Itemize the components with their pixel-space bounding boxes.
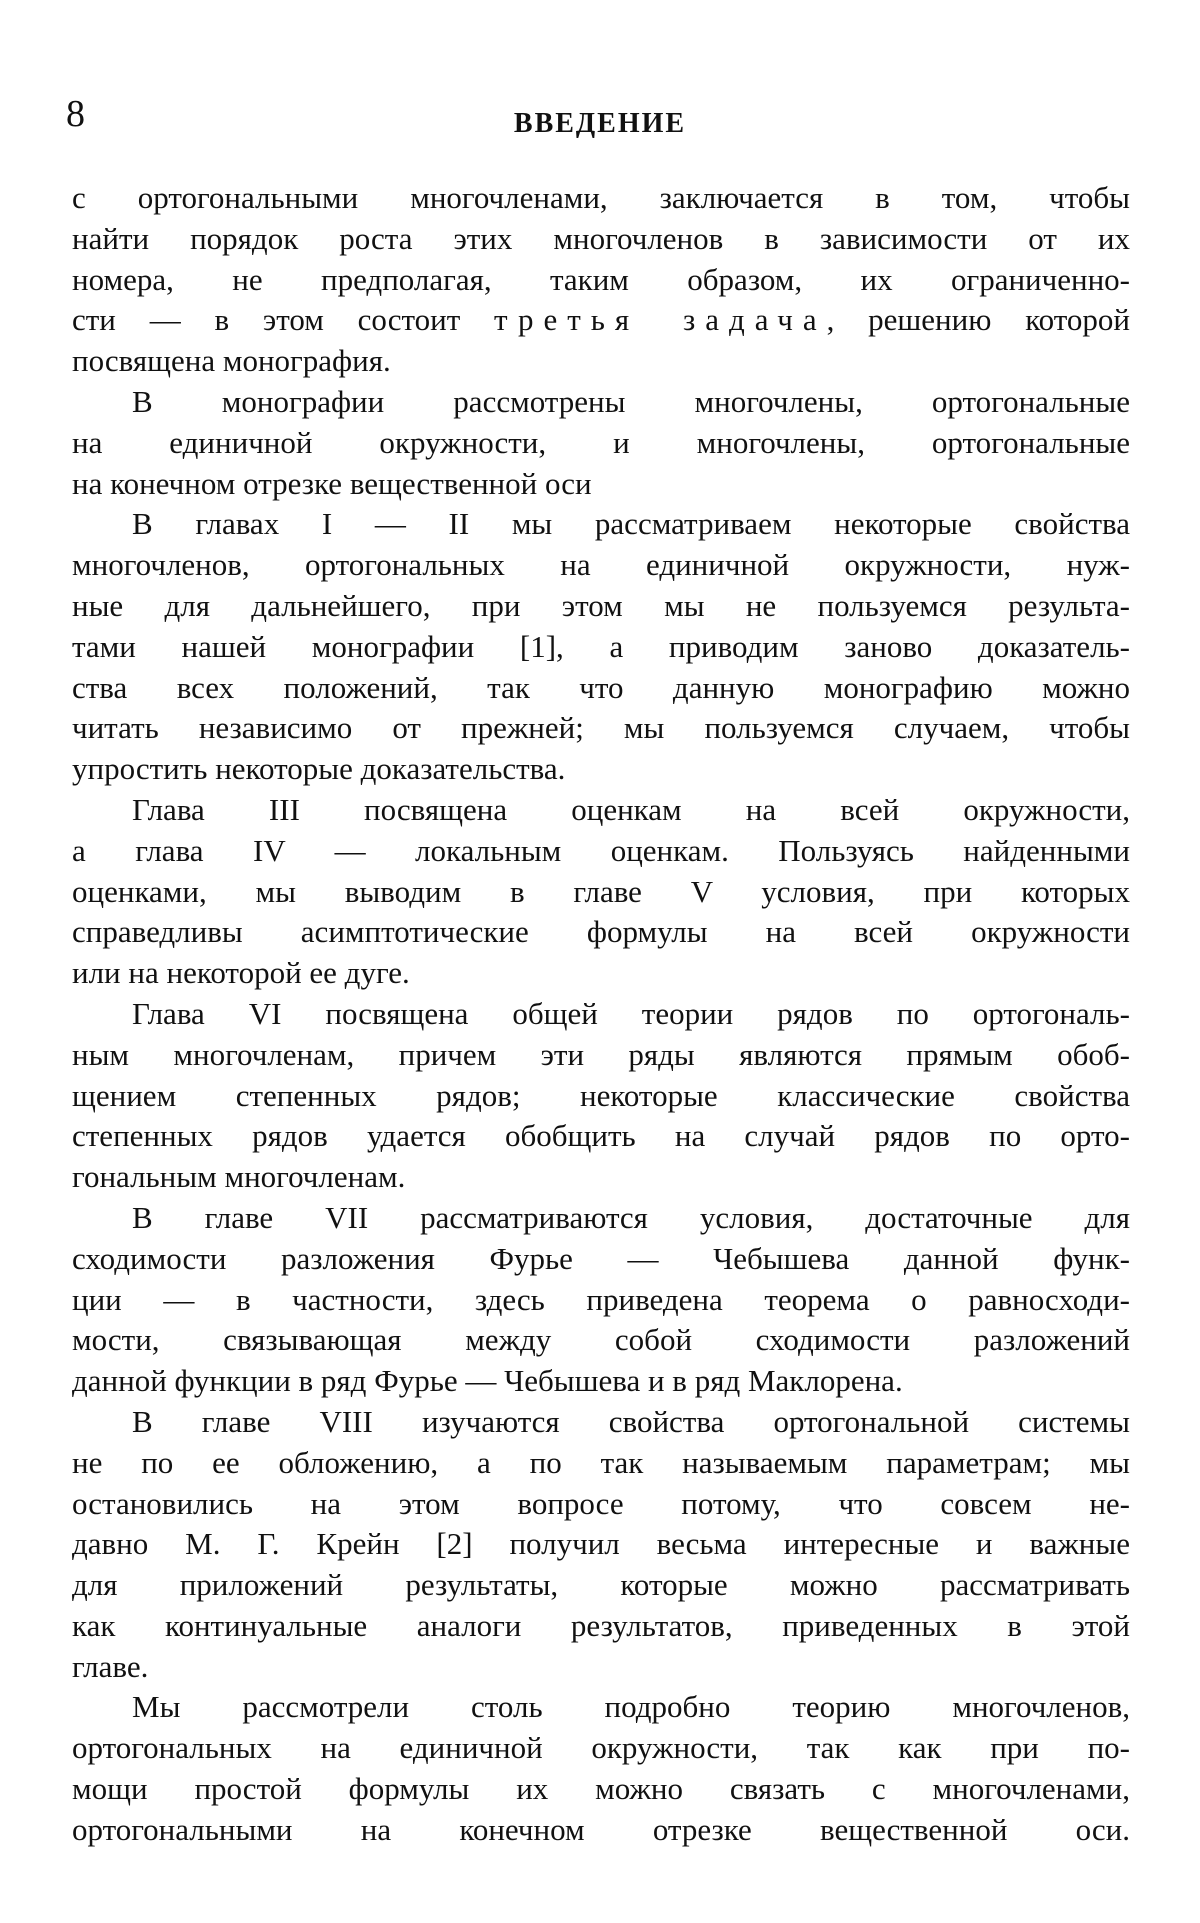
text-segment: , решению которой: [826, 302, 1130, 338]
text-line: а глава IV — локальным оценкам. Пользуясь найденными: [72, 832, 1130, 868]
running-title: ВВЕДЕНИЕ: [513, 108, 687, 139]
text-line: не по ее обложению, а по так называемым параметрам; мы: [72, 1444, 1130, 1480]
text-line: оценками, мы выводим в главе V условия, при которых: [72, 873, 1130, 909]
text-line: мощи простой формулы их можно связать с многочленами,: [72, 1771, 1130, 1807]
text-line: давно М. Г. Крейн [2] получил весьма интересные и важные: [72, 1526, 1130, 1562]
text-line: В главе VII рассматриваются условия, достаточные для: [132, 1199, 1130, 1235]
spaced-emphasis: третья задача: [494, 302, 827, 338]
text-line: Глава III посвящена оценкам на всей окружности,: [132, 791, 1130, 827]
body-text: [72, 178, 1130, 1851]
text-line: остановились на этом вопросе потому, что совсем не-: [72, 1485, 1130, 1521]
text-line: как континуальные аналоги результатов, приведенных в этой: [72, 1607, 1130, 1643]
text-line: гональным многочленам.: [72, 1159, 406, 1195]
text-line: ции — в частности, здесь приведена теорема о равносходи-: [72, 1281, 1130, 1317]
text-line: данной функции в ряд Фурье — Чебышева и в ряд Маклорена.: [72, 1363, 903, 1399]
text-line: ства всех положений, так что данную монографию можно: [72, 669, 1130, 705]
text-line: с ортогональными многочленами, заключается в том, чтобы: [72, 180, 1130, 215]
text-line: [72, 300, 1130, 341]
text-line: щением степенных рядов; некоторые классические свойства: [72, 1077, 1130, 1113]
text-line: Глава VI посвящена общей теории рядов по ортогональ-: [132, 995, 1130, 1031]
text-line: сходимости разложения Фурье — Чебышева данной функ-: [72, 1240, 1130, 1276]
text-line: В главах I — II мы рассматриваем некоторые свойства: [132, 506, 1130, 542]
text-line: ным многочленам, причем эти ряды являются прямым обоб-: [72, 1036, 1130, 1072]
text-line: или на некоторой ее дуге.: [72, 955, 410, 991]
text-line: ортогональными на конечном отрезке вещественной оси.: [72, 1811, 1130, 1847]
text-line: упростить некоторые доказательства.: [72, 751, 566, 787]
text-line: на единичной окружности, и многочлены, ортогональные: [72, 424, 1130, 460]
text-segment: сти — в этом состоит: [72, 302, 495, 338]
text-line: В монографии рассмотрены многочлены, ортогональные: [132, 383, 1130, 419]
text-line: многочленов, ортогональных на единичной окружности, нуж-: [72, 547, 1130, 583]
page-number: 8: [66, 93, 85, 135]
text-line: читать независимо от прежней; мы пользуемся случаем, чтобы: [72, 710, 1130, 746]
text-line: справедливы асимптотические формулы на всей окружности: [72, 914, 1130, 950]
text-line: главе.: [72, 1648, 149, 1684]
text-line: степенных рядов удается обобщить на случай рядов по орто-: [72, 1118, 1130, 1154]
text-line: ортогональных на единичной окружности, так как при по-: [72, 1730, 1130, 1766]
text-line: на конечном отрезке вещественной оси: [72, 465, 592, 501]
text-line: тами нашей монографии [1], а приводим заново доказатель-: [72, 628, 1130, 664]
text-line: для приложений результаты, которые можно рассматривать: [72, 1567, 1130, 1603]
text-line: номера, не предполагая, таким образом, их ограниченно-: [72, 261, 1130, 297]
text-line: посвящена монография.: [72, 343, 391, 379]
text-line: найти порядок роста этих многочленов в зависимости от их: [72, 220, 1130, 256]
text-line: В главе VIII изучаются свойства ортогональной системы: [132, 1403, 1130, 1439]
text-line: ные для дальнейшего, при этом мы не пользуемся результа-: [72, 587, 1130, 623]
text-line: мости, связывающая между собой сходимости разложений: [72, 1322, 1130, 1358]
text-line: Мы рассмотрели столь подробно теорию многочленов,: [132, 1689, 1130, 1725]
